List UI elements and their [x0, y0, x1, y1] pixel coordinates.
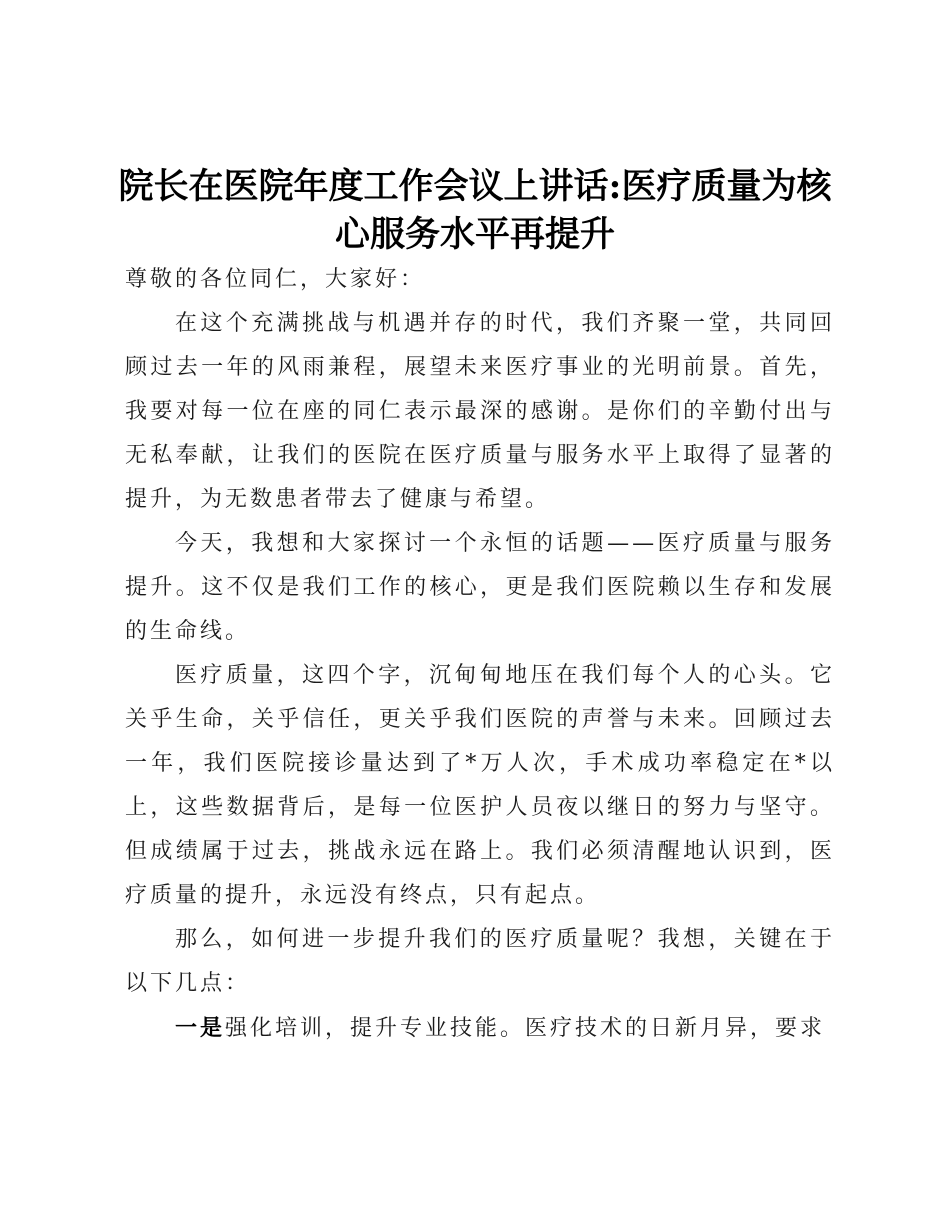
document-title: 院长在医院年度工作会议上讲话:医疗质量为核心服务水平再提升 [118, 166, 832, 255]
paragraph-point-one [125, 1006, 835, 1051]
point-one-text: 强化培训，提升专业技能。医疗技术的日新月异，要求 [225, 1016, 826, 1041]
paragraph-how: 那么，如何进一步提升我们的医疗质量呢？我想，关键在于以下几点： [125, 927, 835, 996]
paragraph-topic: 今天，我想和大家探讨一个永恒的话题——医疗质量与服务提升。这不仅是我们工作的核心，更是我们医院赖以生存和发展的生命线。 [125, 531, 835, 644]
paragraph-quality: 医疗质量，这四个字，沉甸甸地压在我们每个人的心头。它关乎生命，关乎信任，更关乎我们医院的声誉与未来。回顾过去一年，我们医院接诊量达到了*万人次，手术成功率稳定在*以上，这些数据背后，是每一位医护人员夜以继日的努力与坚守。但成绩属于过去，挑战永远在路上。我们必须清醒地认识到，医疗质量的提升，永远没有终点，只有起点。 [125, 663, 835, 908]
point-one-lead: 一是 [175, 1015, 226, 1041]
document-body [125, 258, 835, 1051]
paragraph-intro: 在这个充满挑战与机遇并存的时代，我们齐聚一堂，共同回顾过去一年的风雨兼程，展望未来医疗事业的光明前景。首先，我要对每一位在座的同仁表示最深的感谢。是你们的辛勤付出与无私奉献，让我们的医院在医疗质量与服务水平上取得了显著的提升，为无数患者带去了健康与希望。 [125, 311, 835, 512]
greeting: 尊敬的各位同仁，大家好： [125, 267, 426, 292]
